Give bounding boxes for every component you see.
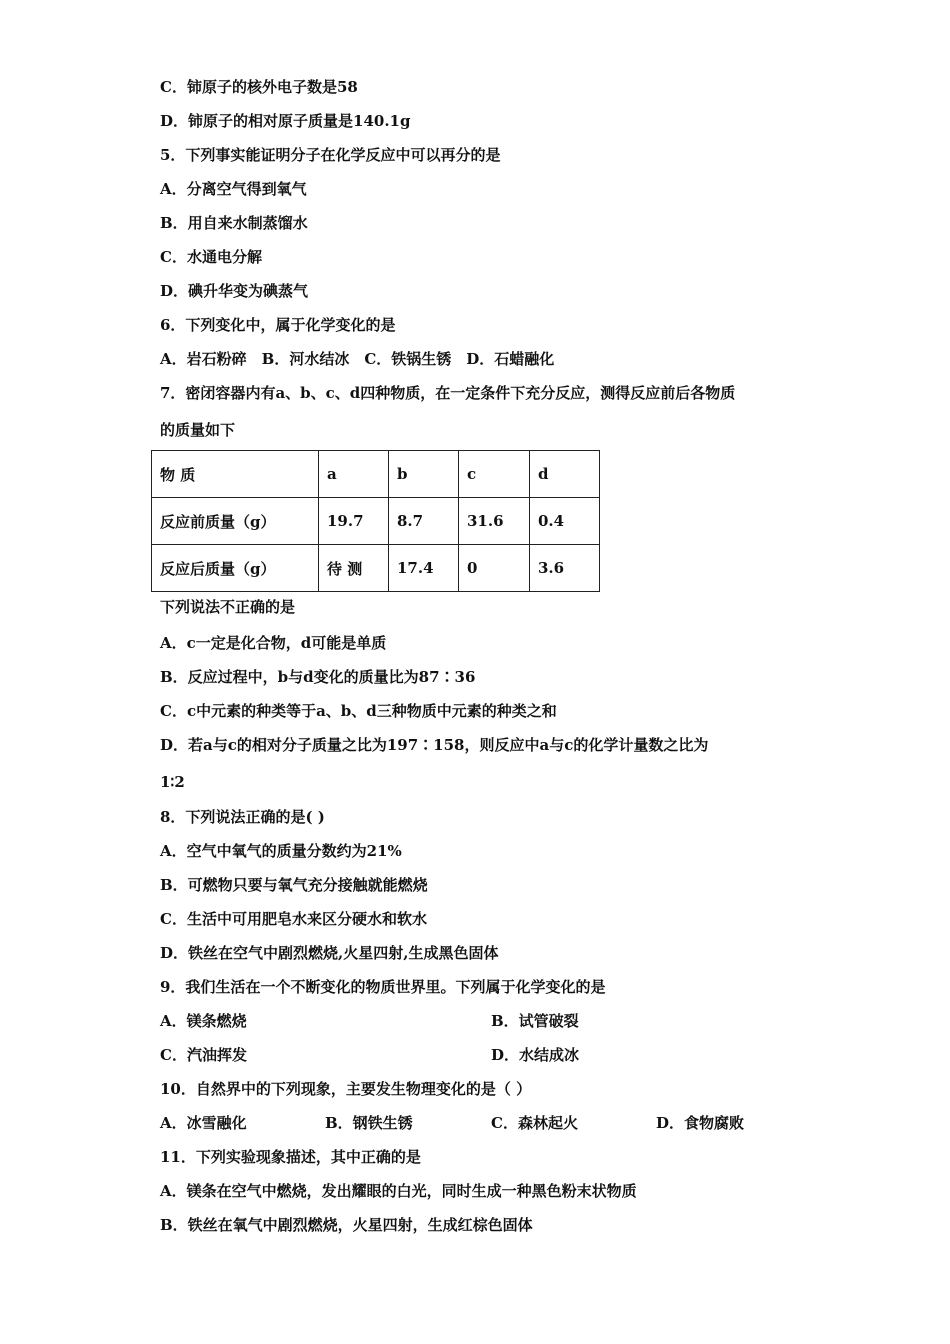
question-9: 9．我们生活在一个不断变化的物质世界里。下列属于化学变化的是 [160, 978, 606, 996]
table-cell: d [530, 451, 600, 498]
q7-prompt: 下列说法不正确的是 [160, 598, 296, 616]
question-6: 6．下列变化中，属于化学变化的是 [160, 316, 396, 334]
q7-option-c: C．c中元素的种类等于a、b、d三种物质中元素的种类之和 [160, 702, 557, 720]
q7-option-a: A．c一定是化合物，d可能是单质 [160, 634, 387, 652]
table-cell: a [319, 451, 389, 498]
q5-option-c: C．水通电分解 [160, 248, 262, 266]
table-cell: 0 [459, 545, 530, 592]
q10-option-d: D．食物腐败 [656, 1114, 745, 1132]
q8-option-c: C．生活中可用肥皂水来区分硬水和软水 [160, 910, 427, 928]
q10-option-a: A．冰雪融化 [160, 1114, 247, 1132]
table-cell: 物 质 [152, 451, 319, 498]
q5-option-b: B．用自来水制蒸馏水 [160, 214, 308, 232]
question-10: 10．自然界中的下列现象，主要发生物理变化的是（ ） [160, 1080, 532, 1098]
table-cell: b [389, 451, 459, 498]
q9-option-c: C．汽油挥发 [160, 1046, 247, 1064]
q6-options: A．岩石粉碎 B．河水结冰 C．铁锅生锈 D．石蜡融化 [160, 350, 555, 368]
table-cell: 17.4 [389, 545, 459, 592]
table-cell: 待 测 [319, 545, 389, 592]
mass-table [151, 450, 600, 592]
q9-option-b: B．试管破裂 [491, 1012, 579, 1030]
q9-option-a: A．镁条燃烧 [160, 1012, 247, 1030]
table-cell: 0.4 [530, 498, 600, 545]
q11-option-a: A．镁条在空气中燃烧，发出耀眼的白光，同时生成一种黑色粉末状物质 [160, 1182, 637, 1200]
q8-option-d: D．铁丝在空气中剧烈燃烧,火星四射,生成黑色固体 [160, 944, 499, 962]
question-7-cont: 的质量如下 [160, 421, 236, 439]
table-cell: 8.7 [389, 498, 459, 545]
q8-option-b: B．可燃物只要与氧气充分接触就能燃烧 [160, 876, 428, 894]
table-cell: c [459, 451, 530, 498]
q8-option-a: A．空气中氧气的质量分数约为21% [160, 842, 402, 860]
question-8: 8．下列说法正确的是( ) [160, 808, 325, 826]
q11-option-b: B．铁丝在氧气中剧烈燃烧，火星四射，生成红棕色固体 [160, 1216, 533, 1234]
table-header-row [152, 451, 600, 498]
table-row [152, 545, 600, 592]
q9-option-d: D．水结成冰 [491, 1046, 580, 1064]
table-cell: 19.7 [319, 498, 389, 545]
question-11: 11．下列实验现象描述，其中正确的是 [160, 1148, 421, 1166]
question-5: 5．下列事实能证明分子在化学反应中可以再分的是 [160, 146, 501, 164]
q5-option-d: D．碘升华变为碘蒸气 [160, 282, 309, 300]
table-cell: 3.6 [530, 545, 600, 592]
q10-option-b: B．钢铁生锈 [325, 1114, 413, 1132]
q7-option-d: D．若a与c的相对分子质量之比为197∶158，则反应中a与c的化学计量数之比为 [160, 736, 709, 754]
q5-option-a: A．分离空气得到氧气 [160, 180, 307, 198]
q4-option-d: D．铈原子的相对原子质量是140.1g [160, 112, 411, 130]
q10-option-c: C．森林起火 [491, 1114, 578, 1132]
q7-option-b: B．反应过程中，b与d变化的质量比为87∶36 [160, 668, 476, 686]
q7-option-d-cont: 1∶2 [160, 773, 185, 791]
table-cell: 反应前质量（g） [152, 498, 319, 545]
table-cell: 反应后质量（g） [152, 545, 319, 592]
table-row [152, 498, 600, 545]
q4-option-c: C．铈原子的核外电子数是58 [160, 78, 358, 96]
question-7: 7．密闭容器内有a、b、c、d四种物质，在一定条件下充分反应，测得反应前后各物质 [160, 384, 736, 402]
table-cell: 31.6 [459, 498, 530, 545]
